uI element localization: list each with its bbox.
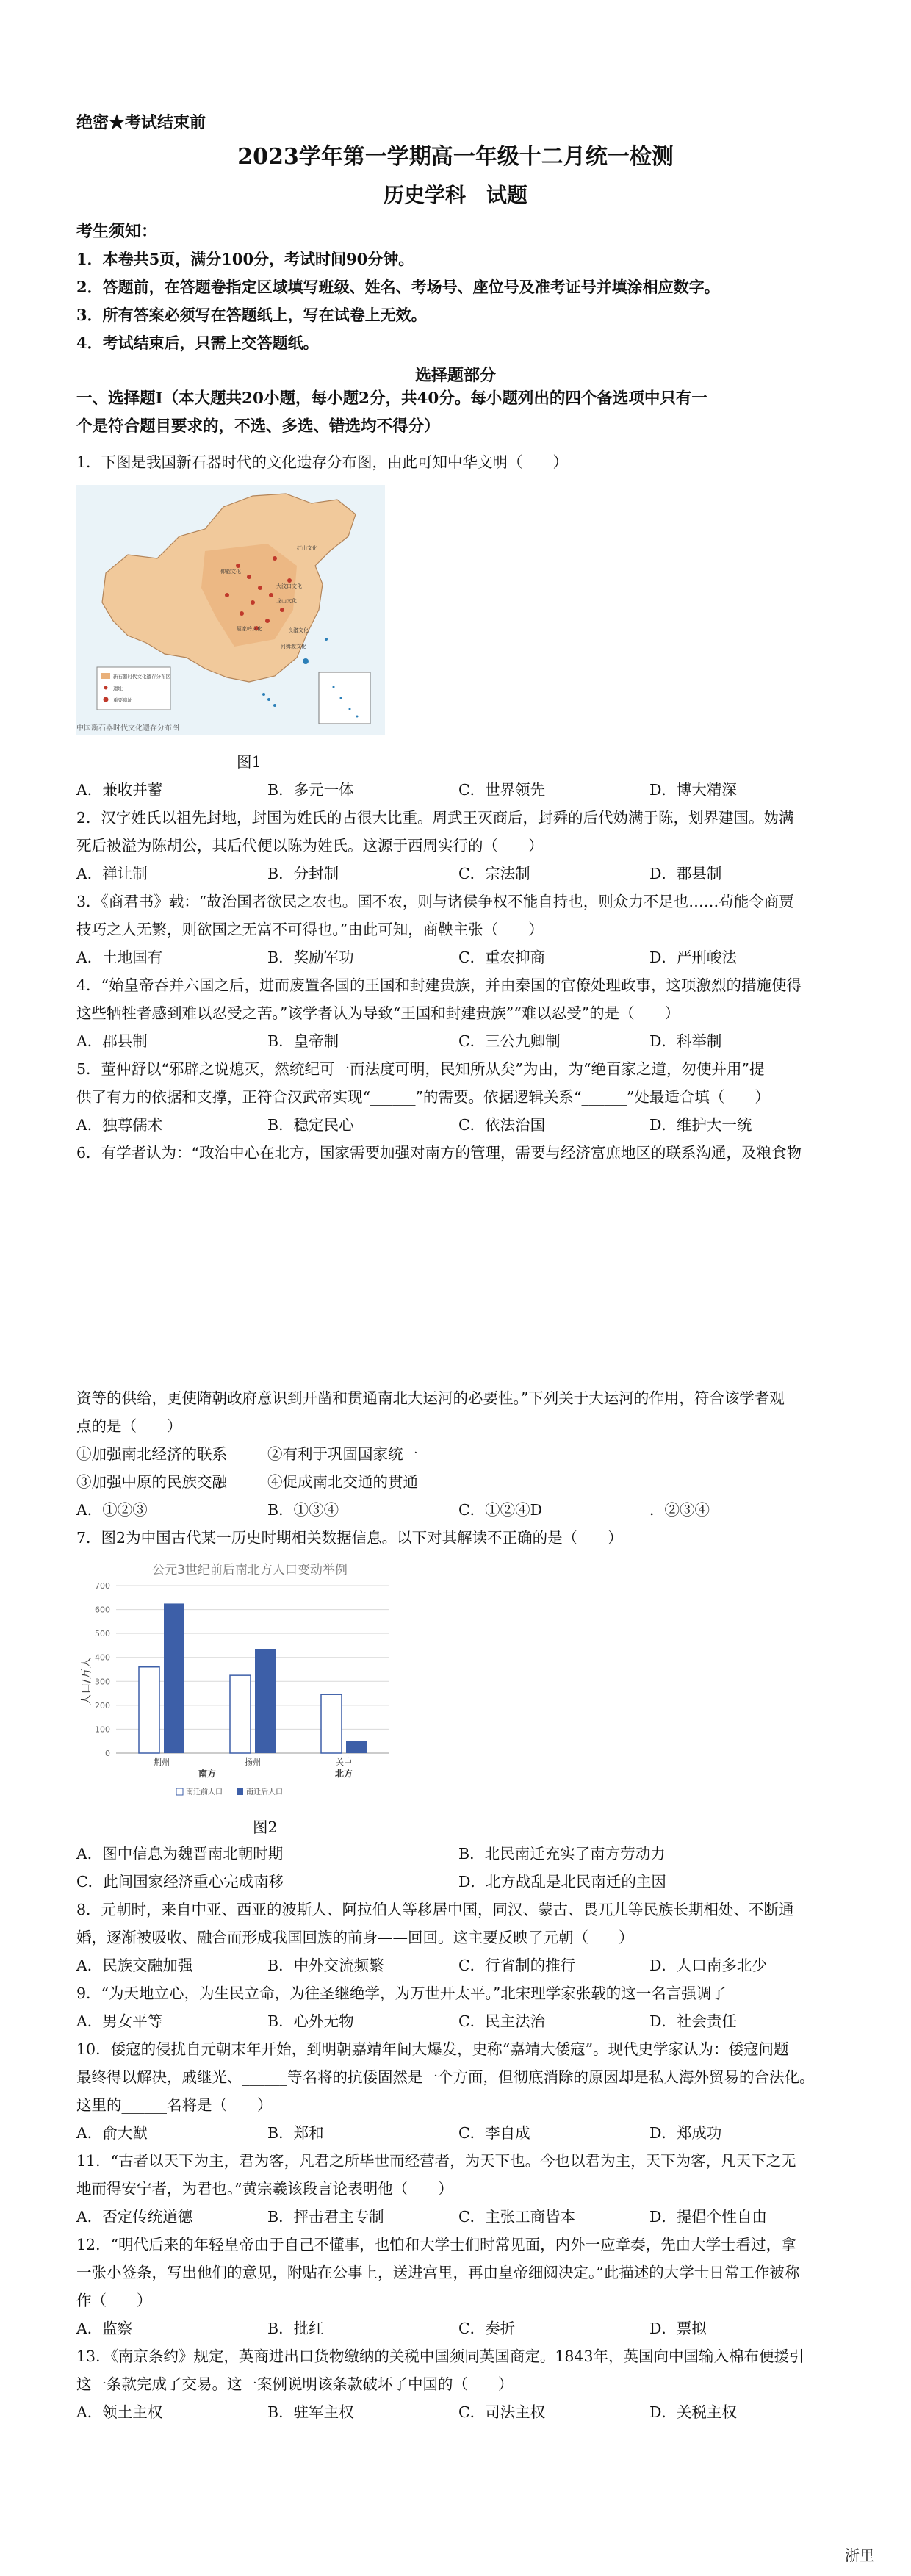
y-tick-label: 100 bbox=[95, 1724, 110, 1735]
q10-stem: 10．倭寇的侵扰自元朝末年开始，到明朝嘉靖年间大爆发，史称“嘉靖大倭寇”。现代史学家认为：倭寇问题 bbox=[76, 2040, 789, 2058]
q8-stem: 婚，逐渐被吸收、融合而形成我国回族的前身——回回。这主要反映了元朝（ ） bbox=[76, 1929, 634, 1946]
population-chart-figure bbox=[73, 1556, 397, 1806]
y-tick-label: 600 bbox=[95, 1605, 110, 1615]
option: B．稳定民心 bbox=[267, 1116, 354, 1134]
option: B．奖励军功 bbox=[267, 949, 354, 966]
q8-stem: 8．元朝时，来自中亚、西亚的波斯人、阿拉伯人等移居中国，同汉、蒙古、畏兀儿等民族长期相处、不断通 bbox=[76, 1901, 794, 1918]
legend-label-after: 南迁后人口 bbox=[246, 1788, 283, 1796]
y-axis-label: 人口/万人 bbox=[79, 1657, 93, 1705]
option: D．博大精深 bbox=[649, 781, 737, 799]
y-ticks bbox=[95, 1581, 110, 1758]
legend-swatch-after bbox=[237, 1788, 243, 1795]
q12-stem: 12．“明代后来的年轻皇帝由于自己不懂事，也怕和大学士们时常见面，内外一应章奏，先由大学士看过，拿 bbox=[76, 2236, 796, 2253]
option: C．世界领先 bbox=[458, 781, 546, 799]
q3-stem: 3．《商君书》载：“故治国者欲民之农也。国不农，则与诸侯争权不能自持也，则众力不足也……苟能令商贾 bbox=[76, 893, 794, 910]
legend-swatch bbox=[101, 673, 110, 679]
option: A．兼收并蓄 bbox=[76, 781, 163, 799]
option: B．皇帝制 bbox=[267, 1032, 339, 1050]
q6-stem: 6．有学者认为：“政治中心在北方，国家需要加强对南方的管理，需要与经济富庶地区的联系沟通，及粮食物 bbox=[76, 1144, 802, 1162]
option: C．民主法治 bbox=[458, 2012, 546, 2030]
option: A．郡县制 bbox=[76, 1032, 148, 1050]
china-map bbox=[76, 485, 385, 735]
legend-swatch bbox=[104, 697, 109, 702]
option: A．图中信息为魏晋南北朝时期 bbox=[76, 1845, 284, 1863]
option: A．否定传统道德 bbox=[76, 2208, 193, 2226]
q5-stem: 5．董仲舒以“邪辟之说熄灭，然统纪可一而法度可明，民知所从矣”为由，为“绝百家之道，勿使并用”提 bbox=[76, 1060, 765, 1078]
option: B．多元一体 bbox=[267, 781, 354, 799]
map-caption: 中国新石器时代文化遗存分布图 bbox=[76, 724, 179, 733]
legend-text: 新石器时代文化遗存分布区 bbox=[113, 674, 170, 680]
chart-legend bbox=[176, 1787, 283, 1796]
option: A．独尊儒术 bbox=[76, 1116, 163, 1134]
option: C．司法主权 bbox=[458, 2403, 546, 2421]
notice-item: 4．考试结束后，只需上交答题纸。 bbox=[76, 334, 319, 352]
bar-after bbox=[255, 1649, 276, 1753]
legend-text: 重要遗址 bbox=[113, 697, 132, 703]
option: B．郑和 bbox=[267, 2124, 324, 2142]
secret-label: 绝密★考试结束前 bbox=[76, 113, 206, 132]
subject-title: 历史学科 试题 bbox=[383, 183, 527, 207]
map-label: 红山文化 bbox=[297, 545, 317, 551]
legend-text: 遗址 bbox=[113, 686, 123, 691]
option: C．三公九卿制 bbox=[458, 1032, 561, 1050]
option: D．郡县制 bbox=[649, 865, 722, 882]
option: C．奏折 bbox=[458, 2320, 516, 2337]
footer-corner: 浙里 bbox=[845, 2547, 874, 2564]
y-tick-label: 200 bbox=[95, 1700, 110, 1710]
q4-stem: 这些牺牲者感到难以忍受之苦。”该学者认为导致“王国和封建贵族”“难以忍受”的是（ ） bbox=[76, 1004, 680, 1022]
notice-item: 3．所有答案必须写在答题纸上，写在试卷上无效。 bbox=[76, 306, 427, 324]
q1-stem: 1．下图是我国新石器时代的文化遗存分布图，由此可知中华文明（ ） bbox=[76, 453, 569, 471]
group-label-north: 北方 bbox=[334, 1769, 353, 1779]
option: B．中外交流频繁 bbox=[267, 1957, 384, 1974]
option: D．票拟 bbox=[649, 2320, 707, 2337]
exam-title: 2023学年第一学期高一年级十二月统一检测 bbox=[237, 144, 674, 170]
bar-before bbox=[321, 1694, 342, 1753]
map-label: 屈家岭文化 bbox=[237, 626, 262, 632]
y-tick-label: 700 bbox=[95, 1581, 110, 1591]
notice-item: 2．答题前，在答题卷指定区域填写班级、姓名、考场号、座位号及准考证号并填涂相应数字。 bbox=[76, 278, 720, 296]
group-label-south: 南方 bbox=[198, 1769, 217, 1779]
legend-swatch-before bbox=[176, 1788, 183, 1795]
option: D．维护大一统 bbox=[649, 1116, 752, 1134]
option: B．北民南迁充实了南方劳动力 bbox=[458, 1845, 666, 1863]
x-tick-label: 扬州 bbox=[245, 1757, 261, 1767]
map-label: 河姆渡文化 bbox=[281, 644, 306, 650]
option: A．土地国有 bbox=[76, 949, 163, 966]
chart-title: 公元3世纪前后南北方人口变动举例 bbox=[152, 1563, 348, 1577]
bars bbox=[139, 1603, 367, 1753]
q4-stem: 4．“始皇帝吞并六国之后，进而废置各国的王国和封建贵族，并由秦国的官僚处理政事，这项激烈的措施使得 bbox=[76, 976, 802, 994]
x-tick-label: 荆州 bbox=[154, 1757, 170, 1767]
q2-stem: 2．汉字姓氏以祖先封地，封国为姓氏的占很大比重。周武王灭商后，封舜的后代妫满于陈，划界建国。妫满 bbox=[76, 809, 794, 827]
option: B．①③④ bbox=[267, 1501, 339, 1519]
map-label: 良渚文化 bbox=[288, 627, 309, 633]
q11-stem: 11．“古者以天下为主，君为客，凡君之所毕世而经营者，为天下也。今也以君为主，天下为客，凡天下之无 bbox=[76, 2152, 796, 2170]
option: ．②③④ bbox=[649, 1501, 710, 1519]
option: B．批红 bbox=[267, 2320, 324, 2337]
option: C．①②④D bbox=[458, 1501, 543, 1519]
option: C．主张工商皆本 bbox=[458, 2208, 576, 2226]
option: D．人口南多北少 bbox=[649, 1957, 767, 1974]
x-tick-label: 关中 bbox=[336, 1757, 352, 1767]
option: B．心外无物 bbox=[267, 2012, 354, 2030]
x-labels bbox=[154, 1757, 352, 1767]
option: C．此间国家经济重心完成南移 bbox=[76, 1873, 284, 1890]
q13-stem: 13．《南京条约》规定，英商进出口货物缴纳的关税中国须同英国商定。1843年，英国向中国输入棉布便援引 bbox=[76, 2347, 804, 2365]
statement-item: ②有利于巩固国家统一 bbox=[267, 1445, 418, 1463]
section-heading: 一、选择题Ⅰ（本大题共20小题，每小题2分，共40分。每小题列出的四个备选项中只有一 bbox=[76, 389, 707, 408]
statement-item: ④促成南北交通的贯通 bbox=[267, 1473, 418, 1491]
figure-label: 图2 bbox=[253, 1818, 278, 1836]
q7-stem: 7．图2为中国古代某一历史时期相关数据信息。以下对其解读不正确的是（ ） bbox=[76, 1529, 623, 1547]
china-map-figure bbox=[76, 485, 385, 735]
q13-stem: 这一条款完成了交易。这一案例说明该条款破坏了中国的（ ） bbox=[76, 2375, 514, 2393]
option: D．科举制 bbox=[649, 1032, 722, 1050]
q3-stem: 技巧之人无繁，则欲国之无富不可得也。”由此可知，商鞅主张（ ） bbox=[76, 921, 544, 938]
q6-stem: 点的是（ ） bbox=[76, 1417, 182, 1435]
option: D．社会责任 bbox=[649, 2012, 737, 2030]
statement-item: ③加强中原的民族交融 bbox=[76, 1473, 227, 1491]
option: C．依法治国 bbox=[458, 1116, 546, 1134]
q5-stem: 供了有力的依据和支撑，正符合汉武帝实现“______”的需要。依据逻辑关系“______”处最适合填（ ） bbox=[76, 1088, 770, 1106]
q12-stem: 作（ ） bbox=[76, 2292, 152, 2309]
y-tick-label: 400 bbox=[95, 1652, 110, 1663]
option: D．提倡个性自由 bbox=[649, 2208, 767, 2226]
y-tick-label: 500 bbox=[95, 1629, 110, 1639]
option: B．分封制 bbox=[267, 865, 339, 882]
option: A．俞大猷 bbox=[76, 2124, 148, 2142]
map-label: 龙山文化 bbox=[276, 598, 297, 604]
bar-after bbox=[164, 1603, 184, 1753]
option: A．监察 bbox=[76, 2320, 133, 2337]
option: B．抨击君主专制 bbox=[267, 2208, 384, 2226]
legend-swatch bbox=[104, 686, 108, 690]
option: D．郑成功 bbox=[649, 2124, 722, 2142]
option: A．禅让制 bbox=[76, 865, 148, 882]
bar-before bbox=[230, 1675, 251, 1753]
q9-stem: 9．“为天地立心，为生民立命，为往圣继绝学，为万世开太平。”北宋理学家张载的这一名言强调了 bbox=[76, 1985, 727, 2002]
q2-stem: 死后被溢为陈胡公，其后代便以陈为姓氏。这源于西周实行的（ ） bbox=[76, 837, 544, 855]
option: B．驻军主权 bbox=[267, 2403, 354, 2421]
south-sea-inset bbox=[319, 672, 370, 724]
y-tick-label: 0 bbox=[105, 1749, 110, 1758]
map-label: 大汶口文化 bbox=[276, 583, 302, 589]
section-heading: 个是符合题目要求的，不选、多选、错选均不得分） bbox=[76, 417, 440, 436]
q10-stem: 这里的______名将是（ ） bbox=[76, 2096, 273, 2114]
notice-heading: 考生须知： bbox=[76, 222, 158, 241]
option: A．男女平等 bbox=[76, 2012, 163, 2030]
y-tick-label: 300 bbox=[95, 1677, 110, 1687]
option: D．北方战乱是北民南迁的主因 bbox=[458, 1873, 666, 1890]
option: C．宗法制 bbox=[458, 865, 530, 882]
population-chart bbox=[73, 1556, 397, 1806]
option: C．行省制的推行 bbox=[458, 1957, 576, 1974]
option: A．民族交融加强 bbox=[76, 1957, 193, 1974]
option: C．李自成 bbox=[458, 2124, 530, 2142]
q6-stem: 资等的供给，更使隋朝政府意识到开凿和贯通南北大运河的必要性。”下列关于大运河的作用，符合该学者观 bbox=[76, 1389, 785, 1407]
notice-item: 1．本卷共5页，满分100分，考试时间90分钟。 bbox=[76, 250, 414, 268]
statement-item: ①加强南北经济的联系 bbox=[76, 1445, 227, 1463]
figure-label: 图1 bbox=[237, 753, 262, 771]
q11-stem: 地而得安宁者，为君也。”黄宗羲该段言论表明他（ ） bbox=[76, 2180, 453, 2198]
map-label: 仰韶文化 bbox=[220, 569, 241, 575]
q10-stem: 最终得以解决，戚继光、______等名将的抗倭固然是一个方面，但彻底消除的原因却是私人海外贸易的合法化。 bbox=[76, 2068, 815, 2086]
option: A．领土主权 bbox=[76, 2403, 163, 2421]
option: D．关税主权 bbox=[649, 2403, 737, 2421]
bar-before bbox=[139, 1667, 159, 1753]
bar-after bbox=[346, 1741, 367, 1753]
legend-label-before: 南迁前人口 bbox=[186, 1788, 223, 1796]
option: C．重农抑商 bbox=[458, 949, 546, 966]
part-title: 选择题部分 bbox=[414, 366, 496, 385]
q12-stem: 一张小签条，写出他们的意见，附贴在公事上，送进宫里，再由皇帝细阅决定。”此描述的大学士日常工作被称 bbox=[76, 2264, 800, 2281]
option: D．严刑峻法 bbox=[649, 949, 737, 966]
option: A．①②③ bbox=[76, 1501, 148, 1519]
